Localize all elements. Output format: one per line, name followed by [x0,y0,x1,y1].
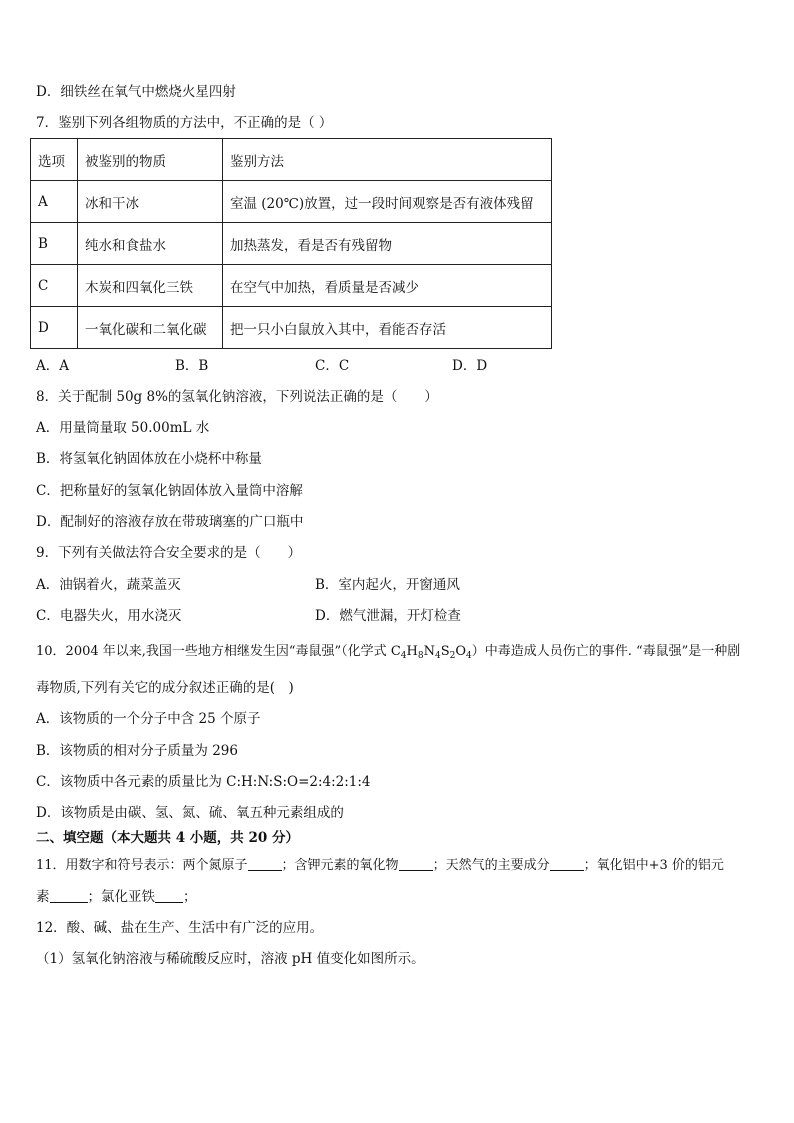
formula-element: O [455,644,467,659]
q7-option-c: C．C [315,358,350,374]
q10-option-c: C．该物质中各元素的质量比为 C:H:N:S:O=2:4:2:1:4 [36,774,371,790]
q11-part3: ；天然气的主要成分 [432,858,550,873]
q10-option-b: B．该物质的相对分子质量为 296 [36,743,238,759]
answer-blank[interactable] [50,888,88,903]
q9-stem: 9．下列有关做法符合安全要求的是（ ） [36,545,302,561]
table-header-cell: 鉴别方法 [223,139,552,181]
table-cell: C [31,265,78,307]
q10-stem-before-formula: 10．2004 年以来,我国一些地方相继发生因“毒鼠强”（化学式 [36,644,391,659]
table-header-cell: 选项 [31,139,78,181]
answer-blank[interactable] [399,856,433,871]
q8-option-b: B．将氢氧化钠固体放在小烧杯中称量 [36,451,262,467]
q11-part1: 11．用数字和符号表示：两个氮原子 [36,858,248,873]
q7-option-b: B．B [175,358,209,374]
q10-option-d: D．该物质是由碳、氢、氮、硫、氧五种元素组成的 [36,805,344,821]
q11-line2-c: ； [183,889,197,905]
formula-element: H [406,644,418,659]
q11-line2-a: 素 [36,889,50,905]
q11-part2: ；含钾元素的氧化物 [281,858,399,873]
q10-stem-line2: 毒物质,下列有关它的成分叙述正确的是( ) [36,680,294,696]
q7-option-d: D．D [452,358,488,374]
q11-line2 [36,887,197,907]
formula-subscript: 8 [417,651,424,661]
formula-element: S [440,644,450,659]
table-header-cell: 被鉴别的物质 [78,139,223,181]
q6-option-d: D．细铁丝在氧气中燃烧火星四射 [36,84,236,100]
answer-blank[interactable] [550,856,584,871]
q10-option-a: A．该物质的一个分子中含 25 个原子 [36,711,261,727]
formula-subscript: 4 [400,651,407,661]
q8-stem: 8．关于配制 50g 8%的氢氧化钠溶液，下列说法正确的是（ ） [36,389,438,405]
q9-option-d: D．燃气泄漏，开灯检查 [315,608,461,624]
q11-line2-b: ；氯化亚铁 [87,889,155,905]
q11-part4: ；氧化铝中+3 价的铝元 [583,858,724,873]
table-row [31,265,552,307]
table-cell: 冰和干冰 [78,181,223,223]
answer-blank[interactable] [248,856,282,871]
table-row [31,181,552,223]
q9-option-b: B．室内起火，开窗通风 [315,577,460,593]
q12-sub1: （1）氢氧化钠溶液与稀硫酸反应时，溶液 pH 值变化如图所示。 [36,951,425,967]
q9-option-a: A．油锅着火，蔬菜盖灭 [36,577,181,593]
table-cell: A [31,181,78,223]
table-cell: B [31,223,78,265]
q12-stem: 12．酸、碱、盐在生产、生活中有广泛的应用。 [36,920,324,936]
q11-line1 [36,856,724,876]
table-cell: 室温 (20℃)放置，过一段时间观察是否有液体残留 [223,181,552,223]
q10-stem-after-formula: ）中毒造成人员伤亡的事件. “毒鼠强”是一种剧 [471,644,741,659]
q9-option-c: C．电器失火，用水浇灭 [36,608,182,624]
q8-option-d: D．配制好的溶液存放在带玻璃塞的广口瓶中 [36,514,304,530]
table-cell: 加热蒸发，看是否有残留物 [223,223,552,265]
formula-subscript: 4 [434,651,441,661]
formula-subscript: 2 [449,651,456,661]
table-cell: 一氧化碳和二氧化碳 [78,307,223,349]
formula-subscript: 4 [466,651,472,661]
formula-element: C [390,644,401,659]
q7-table [30,138,552,349]
table-row [31,223,552,265]
table-cell: 纯水和食盐水 [78,223,223,265]
table-row [31,307,552,349]
q7-stem: 7．鉴别下列各组物质的方法中，不正确的是（ ） [36,115,333,131]
answer-blank[interactable] [155,888,183,903]
table-cell: 把一只小白鼠放入其中，看能否存活 [223,307,552,349]
formula-element: N [423,644,435,659]
q7-option-a: A．A [36,358,69,374]
table-cell: 木炭和四氧化三铁 [78,265,223,307]
section-title: 二、填空题（本大题共 4 小题，共 20 分） [36,830,299,846]
q8-option-a: A．用量筒量取 50.00mL 水 [36,420,210,436]
q8-option-c: C．把称量好的氢氧化钠固体放入量筒中溶解 [36,483,303,499]
chemical-formula [391,644,472,659]
table-cell: 在空气中加热，看质量是否减少 [223,265,552,307]
table-cell: D [31,307,78,349]
table-header-row [31,139,552,181]
q10-stem-line1 [36,642,740,666]
